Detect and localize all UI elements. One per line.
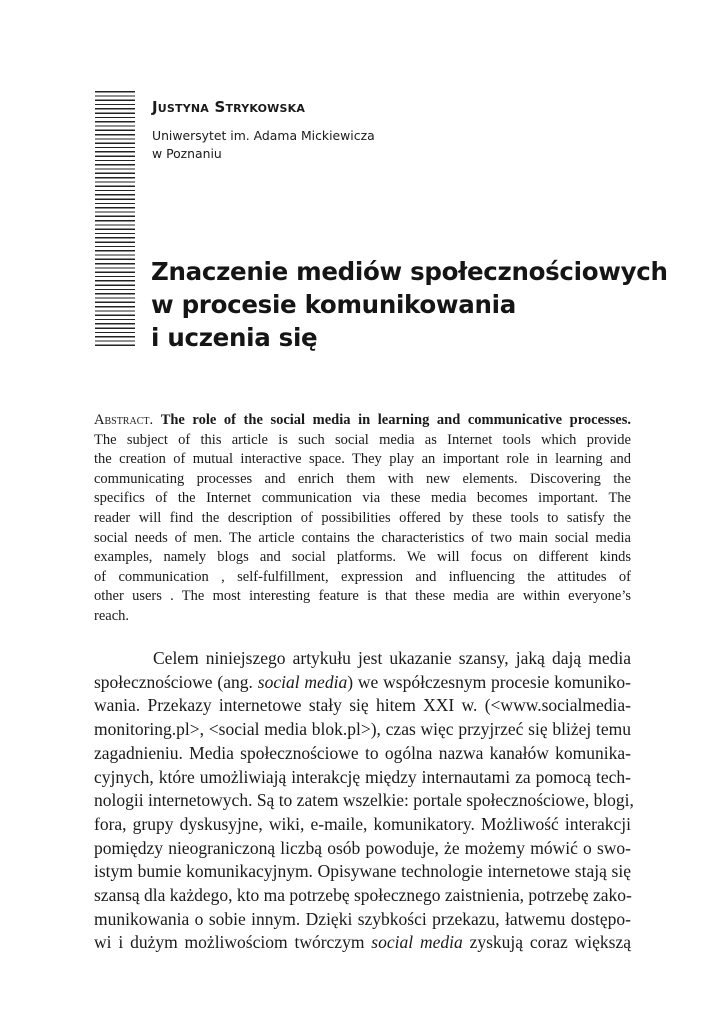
title-line: w procesie komunikowania	[151, 290, 516, 319]
abstract-line: specifics of the Internet communication via these media becomes important. The	[94, 490, 631, 507]
body-line: monitoring.pl>, <social media blok.pl>), czas więc przyjrzeć się bliżej temu	[94, 719, 631, 740]
body-line: munikowania o sobie innym. Dzięki szybkości przekazu, łatwemu dostępo-	[94, 908, 631, 929]
title-line: i uczenia się	[151, 323, 318, 352]
body-emphasis: social media	[371, 932, 463, 953]
body-paragraph	[94, 647, 634, 955]
abstract-heading: The role of the social media in learning and communicative processes.	[160, 412, 631, 428]
body-line: pomiędzy nieograniczoną liczbą osób powoduje, że możemy mówić o swo-	[94, 837, 631, 858]
abstract-line: The subject of this article is such social media as Internet tools which provide	[94, 431, 631, 448]
abstract-line: examples, namely blogs and social platforms. We will focus on different kinds	[94, 549, 631, 566]
body-line: cyjnych, które umożliwiają interakcję między internautami za pomocą tech-	[94, 766, 631, 787]
body-line	[94, 671, 631, 695]
abstract-line: reach.	[94, 607, 130, 624]
body-text-segment: ) we współczesnym procesie komuniko-	[347, 671, 632, 692]
body-text-segment: zyskują coraz większą	[462, 932, 632, 953]
author-affiliation	[152, 127, 375, 163]
body-line: istym bumie komunikacyjnym. Opisywane technologie internetowe stają się	[94, 861, 631, 882]
abstract-line: other users . The most interesting feature is that these media are within everyone’s	[94, 588, 631, 605]
abstract-heading-line	[94, 411, 631, 431]
abstract-line: social needs of men. The article contains the characteristics of two main social media	[94, 529, 631, 546]
body-line: wania. Przekazy internetowe stały się hitem XXI w. (<www.socialmedia-	[94, 695, 631, 716]
body-line	[94, 931, 631, 955]
body-line: nologii internetowych. Są to zatem wszelkie: portale społecznościowe, blogi,	[94, 790, 634, 811]
abstract-line: reader will find the description of possibilities offered by these tools to satisfy the	[94, 509, 631, 526]
decorative-stripes	[95, 91, 135, 349]
abstract-label: Abstract.	[94, 412, 154, 428]
article-title	[151, 255, 668, 354]
abstract-line: of communication , self-fulfillment, expression and influencing the attitudes of	[94, 568, 631, 585]
author-name: Justyna Strykowska	[152, 98, 306, 116]
body-text-segment: społecznościowe (ang.	[94, 671, 258, 692]
abstract-line: the creation of mutual interactive space. They play an important role in learning and	[94, 451, 631, 468]
body-line: Celem niniejszego artykułu jest ukazanie szansy, jaką dają media	[153, 648, 631, 668]
body-line: szansą dla każdego, kto ma potrzebę społecznego zaistnienia, potrzebę zako-	[94, 885, 632, 906]
body-line: fora, grupy dyskusyjne, wiki, e-maile, komunikatory. Możliwość interakcji	[94, 813, 631, 834]
body-line: zagadnieniu. Media społecznościowe to ogólna nazwa kanałów komunika-	[94, 742, 631, 763]
affiliation-line: w Poznaniu	[152, 146, 222, 161]
abstract	[94, 411, 631, 627]
affiliation-line: Uniwersytet im. Adama Mickiewicza	[152, 128, 375, 143]
body-text-segment: wi i dużym możliwościom twórczym	[94, 932, 372, 953]
abstract-line: communicating processes and enrich them with new elements. Discovering the	[94, 470, 631, 487]
title-line: Znaczenie mediów społecznościowych	[151, 257, 668, 286]
body-emphasis: social media	[257, 671, 348, 692]
